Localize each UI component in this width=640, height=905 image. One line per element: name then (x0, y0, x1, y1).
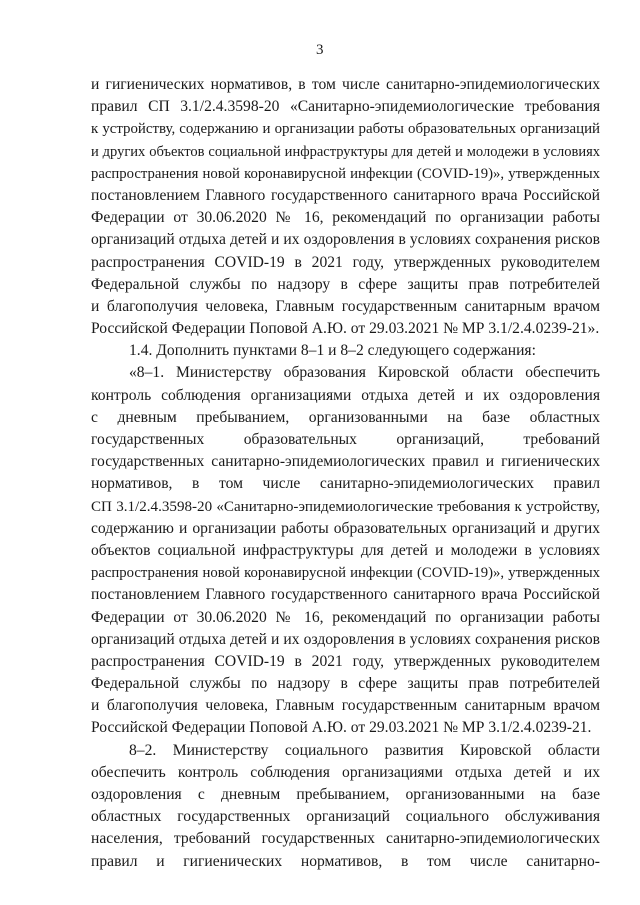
text-line: Федерации от 30.06.2020 № 16, рекомендаций по организации работы (91, 209, 600, 227)
text-line: нормативов, в том числе санитарно-эпидемиологических правил (91, 475, 600, 493)
text-line: содержанию и организации работы образовательных организаций и других (91, 519, 600, 537)
text-line: контроль соблюдения организациями отдыха детей и их оздоровления (91, 386, 600, 404)
text-line: «8–1. Министерству образования Кировской области обеспечить (129, 364, 600, 382)
text-line: СП 3.1/2.4.3598-20 «Санитарно-эпидемиологические требования к устройству, (91, 498, 600, 515)
text-line: областных государственных организаций социального обслуживания (91, 808, 600, 826)
text-line: и других объектов социальной инфраструктуры для детей и молодежи в условиях (91, 143, 600, 160)
document-body (91, 74, 600, 873)
text-line: оздоровления с дневным пребыванием, организованными на базе (91, 786, 600, 803)
text-line: обеспечить контроль соблюдения организациями отдыха детей и их (91, 763, 600, 781)
text-line: к устройству, содержанию и организации работы образовательных организаций (91, 121, 600, 138)
text-line: и благополучия человека, Главным государственным санитарным врачом (91, 697, 600, 715)
text-line: Российской Федерации Поповой А.Ю. от 29.03.2021 № МР 3.1/2.4.0239-21. (91, 719, 592, 737)
text-line: 8–2. Министерству социального развития Кировской области (129, 741, 600, 759)
text-line: Федеральной службы по надзору в сфере защиты прав потребителей (91, 675, 600, 693)
page-number: 3 (316, 42, 324, 58)
text-line: населения, требований государственных санитарно-эпидемиологических (91, 830, 600, 848)
text-line: распространения новой коронавирусной инфекции (COVID-19)», утвержденных (91, 165, 600, 182)
text-line: объектов социальной инфраструктуры для детей и молодежи в условиях (91, 541, 600, 559)
text-line: и благополучия человека, Главным государственным санитарным врачом (91, 297, 600, 315)
text-line: и гигиенических нормативов, в том числе санитарно-эпидемиологических (91, 76, 600, 93)
text-line: постановлением Главного государственного санитарного врача Российской (91, 586, 600, 604)
text-line: организаций отдыха детей и их оздоровления в условиях сохранения рисков (91, 630, 600, 648)
text-line: государственных санитарно-эпидемиологических правил и гигиенических (91, 453, 600, 471)
text-line: с дневным пребыванием, организованными на базе областных (91, 408, 600, 426)
text-line: Российской Федерации Поповой А.Ю. от 29.03.2021 № МР 3.1/2.4.0239-21». (91, 320, 600, 338)
text-line: постановлением Главного государственного санитарного врача Российской (91, 186, 600, 204)
text-line: распространения новой коронавирусной инфекции (COVID-19)», утвержденных (91, 565, 600, 582)
text-line: Федеральной службы по надзору в сфере защиты прав потребителей (91, 275, 600, 293)
text-line: правил и гигиенических нормативов, в том числе санитарно- (91, 852, 600, 870)
text-line: государственных образовательных организаций, требований (91, 431, 600, 448)
text-line: правил СП 3.1/2.4.3598-20 «Санитарно-эпидемиологические требования (91, 98, 600, 116)
text-line: организаций отдыха детей и их оздоровления в условиях сохранения рисков (91, 231, 600, 249)
text-line: распространения COVID-19 в 2021 году, утвержденных руководителем (91, 652, 600, 670)
text-line: распространения COVID-19 в 2021 году, утвержденных руководителем (91, 253, 600, 271)
text-line: Федерации от 30.06.2020 № 16, рекомендаций по организации работы (91, 608, 600, 626)
text-line: 1.4. Дополнить пунктами 8–1 и 8–2 следующего содержания: (129, 342, 536, 360)
